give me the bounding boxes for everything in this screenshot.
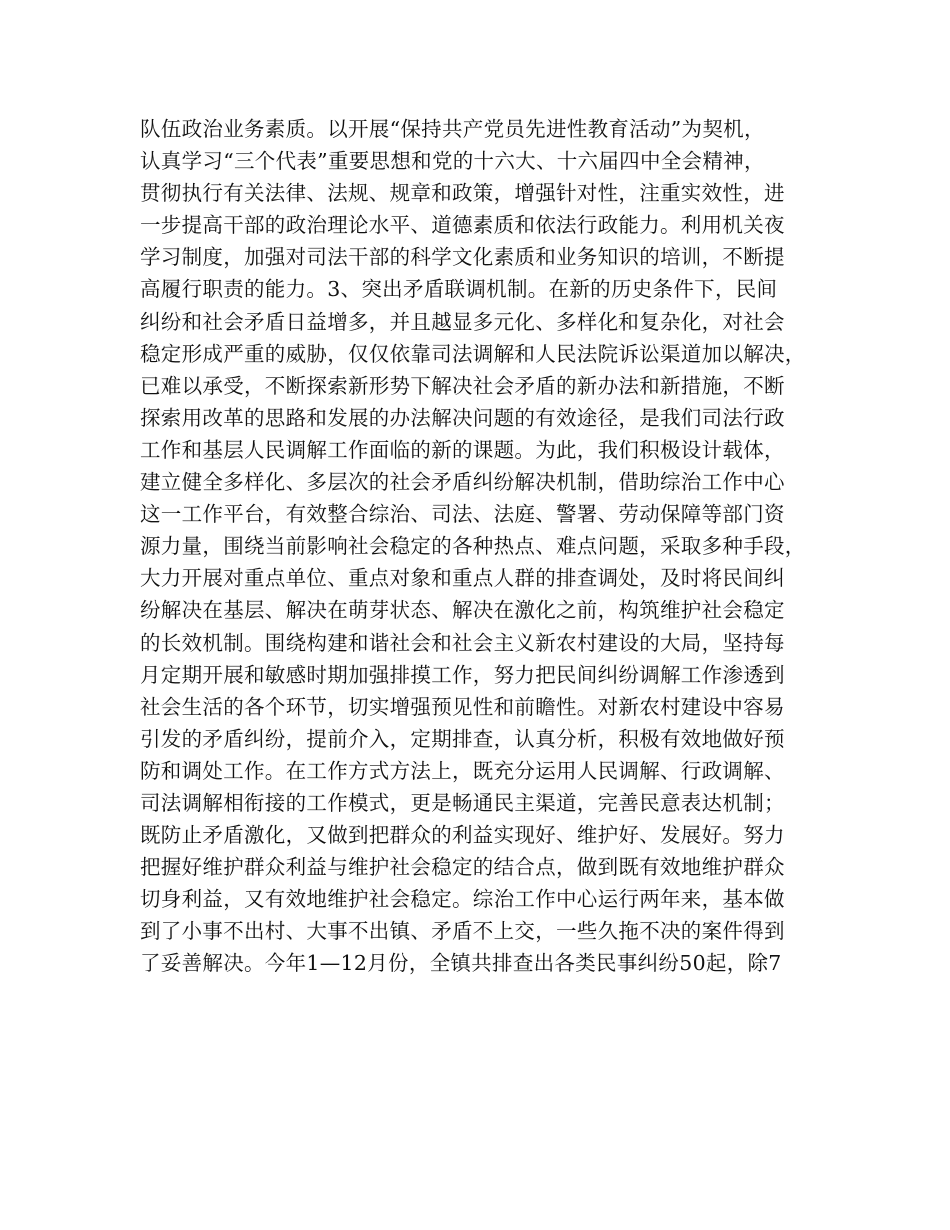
text-line: 切身利益，又有效地维护社会稳定。综治工作中心运行两年来，基本做 <box>140 887 785 912</box>
text-line: 建立健全多样化、多层次的社会矛盾纠纷解决机制，借助综治工作中心 <box>140 470 785 495</box>
text-line: 防和调处工作。在工作方式方法上，既充分运用人民调解、行政调解、 <box>140 758 785 783</box>
text-line: 已难以承受，不断探索新形势下解决社会矛盾的新办法和新措施，不断 <box>140 373 785 398</box>
text-line: 贯彻执行有关法律、法规、规章和政策，增强针对性，注重实效性，进 <box>140 181 785 206</box>
text-line: 到了小事不出村、大事不出镇、矛盾不上交，一些久拖不决的案件得到 <box>140 919 785 944</box>
text-line: 高履行职责的能力。3、突出矛盾联调机制。在新的历史条件下，民间 <box>140 277 778 302</box>
text-line: 源力量，围绕当前影响社会稳定的各种热点、难点问题，采取多种手段， <box>140 534 806 559</box>
text-line: 队伍政治业务素质。以开展“保持共产党员先进性教育活动”为契机， <box>140 117 765 141</box>
text-line: 一步提高干部的政治理论水平、道德素质和依法行政能力。利用机关夜 <box>140 213 785 238</box>
text-line: 探索用改革的思路和发展的办法解决问题的有效途径，是我们司法行政 <box>140 405 785 430</box>
text-line: 这一工作平台，有效整合综治、司法、法庭、警署、劳动保障等部门资 <box>140 502 785 527</box>
text-line: 纷解决在基层、解决在萌芽状态、解决在激化之前，构筑维护社会稳定 <box>140 598 785 623</box>
text-line: 把握好维护群众利益与维护社会稳定的结合点，做到既有效地维护群众 <box>140 855 785 880</box>
text-line: 稳定形成严重的威胁，仅仅依靠司法调解和人民法院诉讼渠道加以解决， <box>140 341 806 366</box>
text-line: 大力开展对重点单位、重点对象和重点人群的排查调处，及时将民间纠 <box>140 566 785 591</box>
text-line: 学习制度，加强对司法干部的科学文化素质和业务知识的培训，不断提 <box>140 245 785 270</box>
text-line: 认真学习“三个代表”重要思想和党的十六大、十六届四中全会精神， <box>140 149 765 174</box>
text-line: 了妥善解决。今年1—12月份，全镇共排查出各类民事纠纷50起，除7 <box>140 951 782 976</box>
text-line: 司法调解相衔接的工作模式，更是畅通民主渠道，完善民意表达机制； <box>140 790 785 815</box>
text-line: 工作和基层人民调解工作面临的新的课题。为此，我们积极设计载体， <box>140 437 785 462</box>
text-line: 纠纷和社会矛盾日益增多，并且越显多元化、多样化和复杂化，对社会 <box>140 309 785 334</box>
text-line: 社会生活的各个环节，切实增强预见性和前瞻性。对新农村建设中容易 <box>140 694 785 719</box>
text-line: 的长效机制。围绕构建和谐社会和社会主义新农村建设的大局，坚持每 <box>140 630 785 655</box>
text-line: 月定期开展和敏感时期加强排摸工作，努力把民间纠纷调解工作渗透到 <box>140 662 785 687</box>
text-line: 引发的矛盾纠纷，提前介入，定期排查，认真分析，积极有效地做好预 <box>140 726 785 751</box>
text-line: 既防止矛盾激化，又做到把群众的利益实现好、维护好、发展好。努力 <box>140 823 785 848</box>
body-paragraph <box>140 113 830 980</box>
